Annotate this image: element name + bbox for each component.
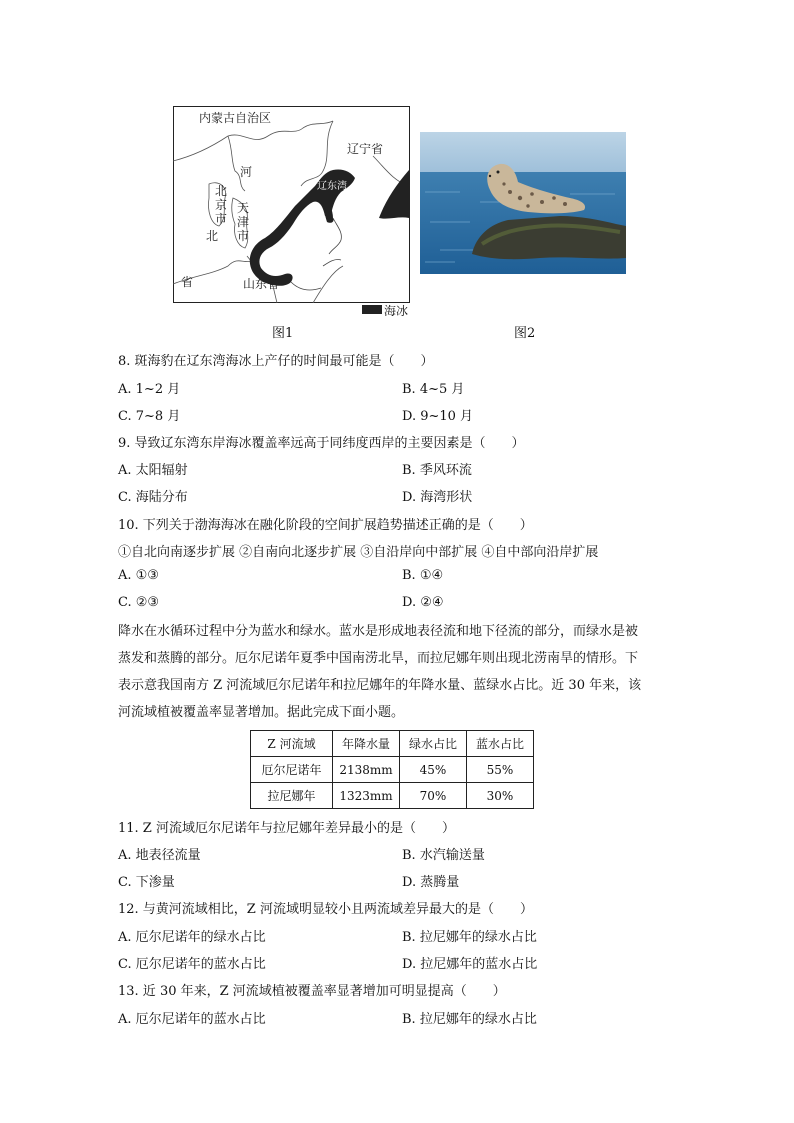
question-9-option-c: C. 海陆分布 bbox=[118, 490, 188, 505]
label-tianjin-1: 天 bbox=[237, 201, 250, 215]
question-8-option-c: C. 7~8 月 bbox=[118, 409, 181, 424]
label-inner-mongolia: 内蒙古自治区 bbox=[199, 111, 272, 125]
label-beijing-3: 市 bbox=[215, 212, 228, 226]
label-liaoning: 辽宁省 bbox=[347, 142, 384, 156]
label-liaodong-bay: 辽东湾 bbox=[317, 181, 347, 192]
question-8-option-d: D. 9~10 月 bbox=[402, 409, 474, 424]
table-header-cell: 绿水占比 bbox=[400, 731, 467, 757]
question-9-option-d: D. 海湾形状 bbox=[402, 490, 473, 505]
question-10-option-b: B. ①④ bbox=[402, 568, 444, 583]
table-cell: 45% bbox=[400, 757, 467, 783]
question-12-option-c: C. 厄尔尼诺年的蓝水占比 bbox=[118, 957, 266, 972]
question-12-option-d: D. 拉尼娜年的蓝水占比 bbox=[402, 957, 538, 972]
table-cell: 55% bbox=[467, 757, 534, 783]
question-12-option-a: A. 厄尔尼诺年的绿水占比 bbox=[118, 930, 266, 945]
question-13-stem: 13. 近 30 年来，Z 河流域植被覆盖率显著增加可明显提高（ ） bbox=[118, 984, 506, 999]
legend-label: 海冰 bbox=[384, 304, 409, 318]
table-cell: 30% bbox=[467, 783, 534, 809]
question-9-option-a: A. 太阳辐射 bbox=[118, 463, 188, 478]
question-11-option-a: A. 地表径流量 bbox=[118, 848, 201, 863]
table-cell: 70% bbox=[400, 783, 467, 809]
label-beijing-1: 北 bbox=[215, 184, 228, 198]
question-10-stem: 10. 下列关于渤海海冰在融化阶段的空间扩展趋势描述正确的是（ ） bbox=[118, 518, 533, 533]
question-10-statements: ①自北向南逐步扩展 ②自南向北逐步扩展 ③自沿岸向中部扩展 ④自中部向沿岸扩展 bbox=[118, 545, 599, 560]
question-9-stem: 9. 导致辽东湾东岸海冰覆盖率远高于同纬度西岸的主要因素是（ ） bbox=[118, 436, 525, 451]
precipitation-table bbox=[250, 730, 534, 809]
label-beijing-2: 京 bbox=[215, 198, 228, 212]
label-sheng: 省 bbox=[181, 275, 194, 289]
passage-line-3: 表示意我国南方 Z 河流域厄尔尼诺年和拉尼娜年的年降水量、蓝绿水占比。近 30 年来，该 bbox=[118, 678, 642, 693]
legend-swatch bbox=[362, 305, 382, 314]
question-13-option-a: A. 厄尔尼诺年的蓝水占比 bbox=[118, 1012, 266, 1027]
question-8-option-b: B. 4~5 月 bbox=[402, 382, 465, 397]
label-he: 河 bbox=[240, 165, 253, 179]
question-10-option-a: A. ①③ bbox=[118, 568, 159, 583]
question-11-option-b: B. 水汽输送量 bbox=[402, 848, 485, 863]
table-header-cell: Z 河流域 bbox=[251, 731, 333, 757]
question-12-option-b: B. 拉尼娜年的绿水占比 bbox=[402, 930, 537, 945]
table-cell: 拉尼娜年 bbox=[251, 783, 333, 809]
seal-photo bbox=[420, 132, 626, 274]
bohai-sea-ice-map bbox=[173, 106, 410, 303]
label-tianjin-3: 市 bbox=[237, 229, 250, 243]
passage-line-2: 蒸发和蒸腾的部分。厄尔尼诺年夏季中国南涝北旱，而拉尼娜年则出现北涝南旱的情形。下 bbox=[118, 651, 639, 666]
table-cell: 2138mm bbox=[333, 757, 400, 783]
table-cell: 1323mm bbox=[333, 783, 400, 809]
question-13-option-b: B. 拉尼娜年的绿水占比 bbox=[402, 1012, 537, 1027]
question-11-option-d: D. 蒸腾量 bbox=[402, 875, 460, 890]
table-cell: 厄尔尼诺年 bbox=[251, 757, 333, 783]
table-row bbox=[251, 783, 534, 809]
table-header-cell: 蓝水占比 bbox=[467, 731, 534, 757]
label-bei: 北 bbox=[206, 229, 219, 243]
label-tianjin-2: 津 bbox=[237, 215, 250, 229]
question-9-option-b: B. 季风环流 bbox=[402, 463, 472, 478]
question-10-option-c: C. ②③ bbox=[118, 595, 160, 610]
label-shandong: 山东省 bbox=[243, 277, 280, 291]
passage-line-4: 河流域植被覆盖率显著增加。据此完成下面小题。 bbox=[118, 705, 405, 720]
question-11-stem: 11. Z 河流域厄尔尼诺年与拉尼娜年差异最小的是（ ） bbox=[118, 821, 455, 836]
question-8-stem: 8. 斑海豹在辽东湾海冰上产仔的时间最可能是（ ） bbox=[118, 354, 434, 369]
table-row bbox=[251, 757, 534, 783]
question-11-option-c: C. 下渗量 bbox=[118, 875, 175, 890]
question-8-option-a: A. 1~2 月 bbox=[118, 382, 181, 397]
table-header-row bbox=[251, 731, 534, 757]
table-header-cell: 年降水量 bbox=[333, 731, 400, 757]
question-10-option-d: D. ②④ bbox=[402, 595, 444, 610]
passage-line-1: 降水在水循环过程中分为蓝水和绿水。蓝水是形成地表径流和地下径流的部分，而绿水是被 bbox=[118, 624, 639, 639]
figure1-caption: 图1 bbox=[272, 326, 294, 341]
question-12-stem: 12. 与黄河流域相比，Z 河流域明显较小且两流域差异最大的是（ ） bbox=[118, 902, 533, 917]
figure2-caption: 图2 bbox=[514, 326, 536, 341]
